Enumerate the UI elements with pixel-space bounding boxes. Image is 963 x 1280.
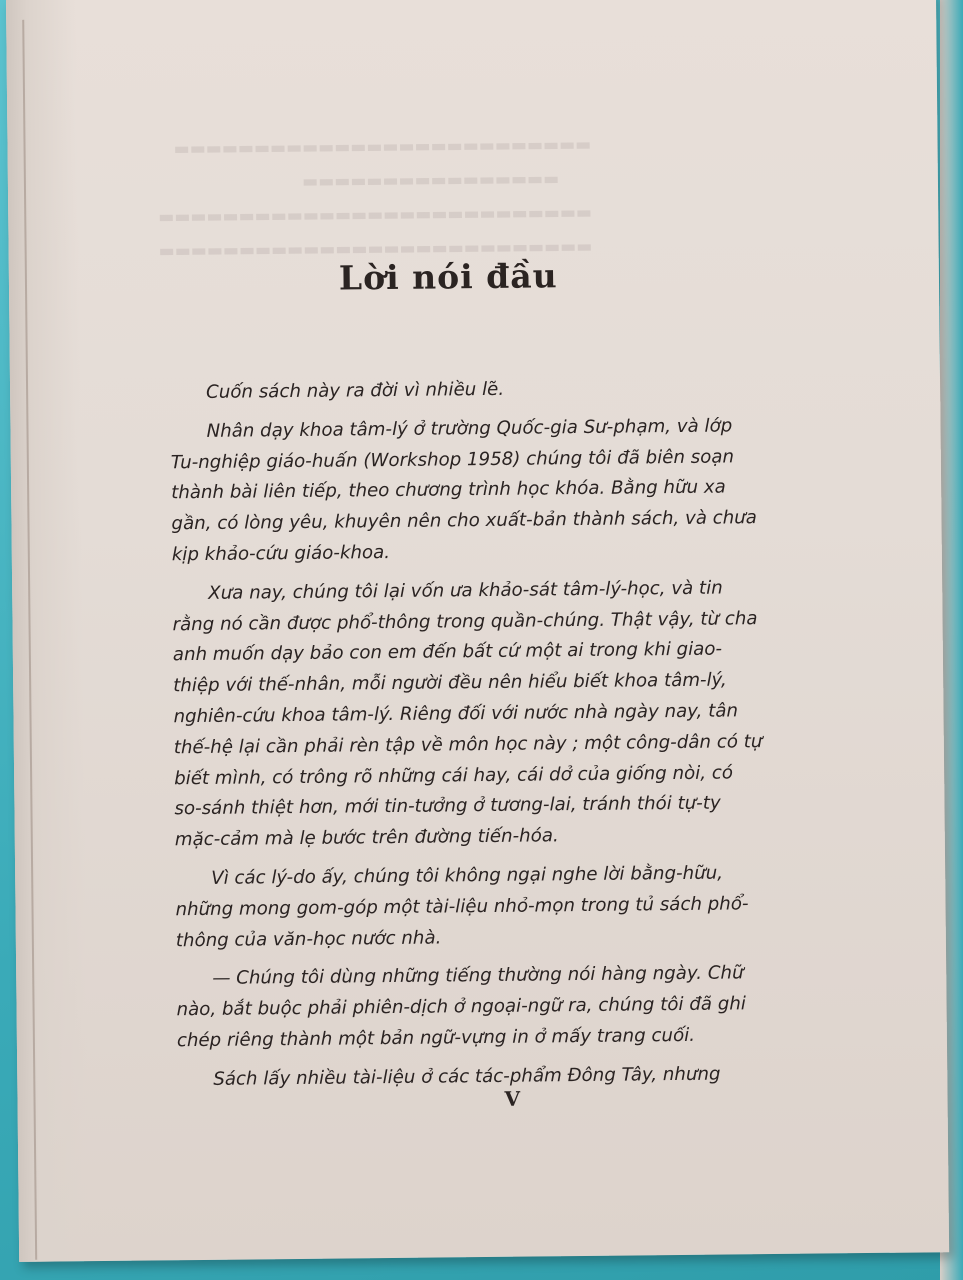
book-page bbox=[6, 0, 949, 1262]
text-line: Tu-nghiệp giáo-huấn (Workshop 1958) chúng tôi đã biên soạn bbox=[170, 445, 735, 473]
text-line: — Chúng tôi dùng những tiếng thường nói hàng ngày. Chữ bbox=[212, 962, 744, 990]
page-number: V bbox=[504, 1086, 521, 1111]
text-line: mặc-cảm mà lẹ bước trên đường tiến-hóa. bbox=[174, 825, 559, 851]
text-line: Nhân dạy khoa tâm-lý ở trường Quốc-gia Sư-phạm, và lớp bbox=[206, 415, 733, 442]
text-line: anh muốn dạy bảo con em đến bất cứ một ai trong khi giao- bbox=[172, 638, 723, 666]
paragraph bbox=[175, 858, 816, 957]
text-line: chép riêng thành một bản ngữ-vựng in ở mấy trang cuối. bbox=[176, 1024, 696, 1052]
text-line: Xưa nay, chúng tôi lại vốn ưa khảo-sát tâm-lý-học, và tin bbox=[208, 577, 723, 604]
text-line: Cuốn sách này ra đời vì nhiều lẽ. bbox=[206, 378, 505, 403]
text-line: nào, bắt buộc phải phiên-dịch ở ngoại-ngữ ra, chúng tôi đã ghi bbox=[176, 993, 747, 1021]
paragraph bbox=[170, 372, 810, 409]
page-title: Lời nói đầu bbox=[338, 256, 558, 298]
text-line: nghiên-cứu khoa tâm-lý. Riêng đối với nước nhà ngày nay, tân bbox=[173, 700, 739, 728]
text-line: thiệp với thế-nhân, mỗi người đều nên hiểu biết khoa tâm-lý, bbox=[173, 669, 727, 697]
text-line: những mong gom-góp một tài-liệu nhỏ-mọn trong tủ sách phổ- bbox=[175, 893, 749, 921]
text-line: thông của văn-học nước nhà. bbox=[175, 927, 442, 951]
text-line: gần, có lòng yêu, khuyên nên cho xuất-bản thành sách, và chưa bbox=[171, 507, 758, 535]
paragraph bbox=[170, 410, 812, 571]
paragraph bbox=[177, 1058, 817, 1095]
text-line: thành bài liên tiếp, theo chương trình học khóa. Bằng hữu xa bbox=[171, 476, 726, 504]
text-line: biết mình, có trông rõ những cái hay, cái dở của giống nòi, có bbox=[174, 761, 734, 789]
text-line: so-sánh thiệt hơn, mới tin-tưởng ở tương-lai, tránh thói tự-ty bbox=[174, 792, 721, 820]
text-line: rằng nó cần được phổ-thông trong quần-chúng. Thật vậy, từ cha bbox=[172, 607, 758, 635]
text-line: kịp khảo-cứu giáo-khoa. bbox=[171, 541, 391, 566]
text-line: Vì các lý-do ấy, chúng tôi không ngại nghe lời bằng-hữu, bbox=[211, 862, 724, 889]
text-line: thế-hệ lại cần phải rèn tập về môn học này ; một công-dân có tự bbox=[173, 730, 763, 759]
show-through-text: ▬▬▬▬▬▬▬▬▬▬▬▬▬▬▬▬▬▬▬▬▬▬▬▬▬▬ ▬▬▬▬▬▬▬▬▬▬▬▬▬▬▬▬ ▬▬▬▬▬▬▬▬▬▬▬▬▬▬▬▬▬▬▬▬▬▬▬▬▬▬▬ ▬▬▬▬▬▬▬▬▬▬▬▬▬▬▬▬▬▬▬▬▬▬▬▬▬▬▬ bbox=[158, 100, 593, 292]
preface-body bbox=[170, 372, 818, 1104]
paragraph bbox=[172, 572, 815, 856]
page-spine-shadow bbox=[6, 0, 89, 1262]
paragraph bbox=[176, 958, 817, 1057]
text-line: Sách lấy nhiều tài-liệu ở các tác-phẩm Đông Tây, nhưng bbox=[213, 1063, 721, 1090]
